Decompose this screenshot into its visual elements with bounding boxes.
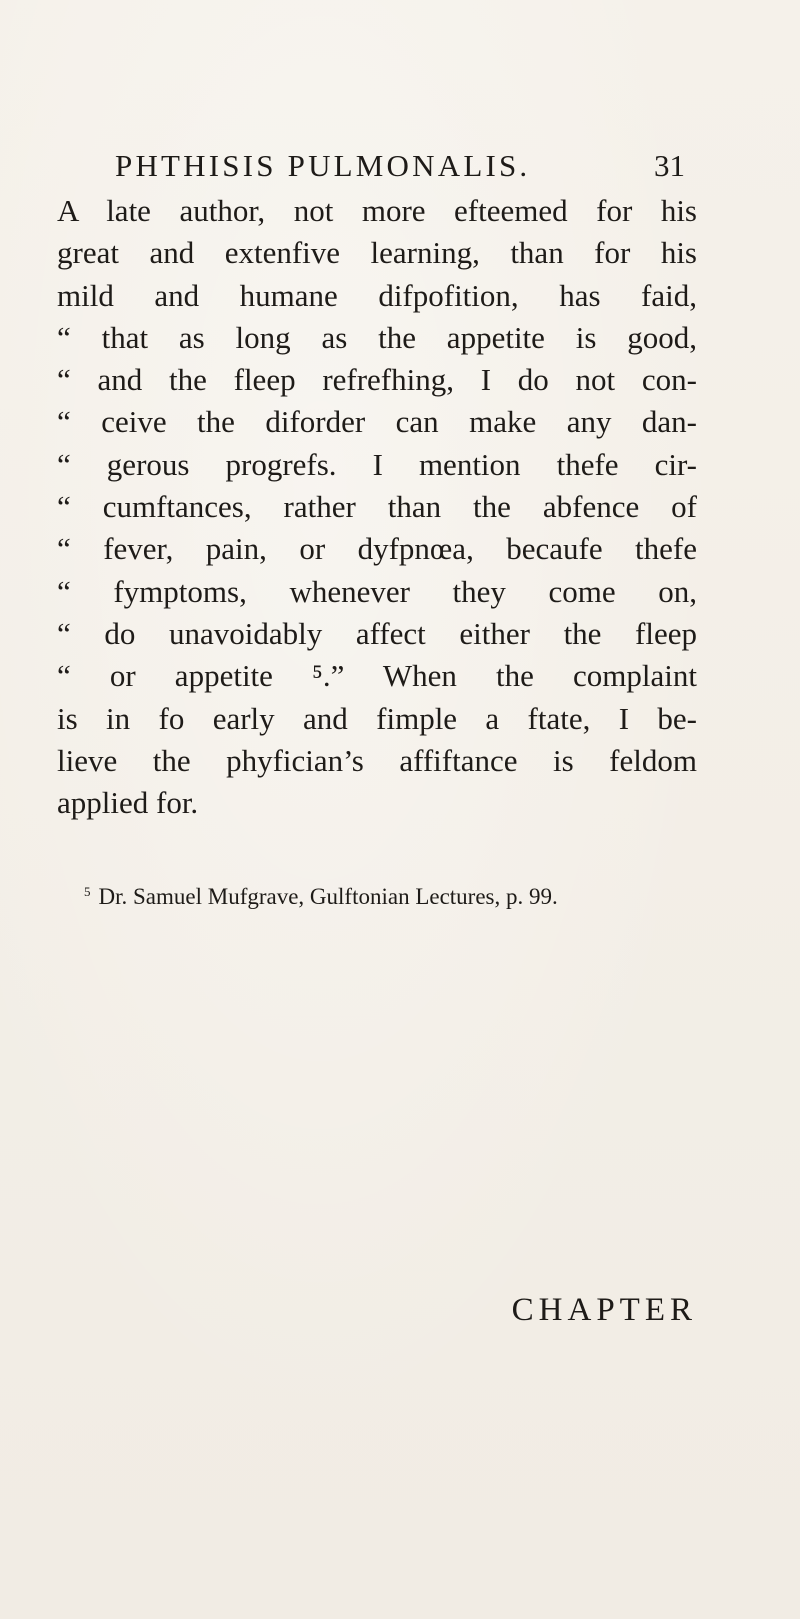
text-line: “ gerous progrefs. I mention thefe cir- [57,446,697,482]
text-line: “ cumftances, rather than the abfence of [57,489,697,525]
text-line: “ that as long as the appetite is good, [57,319,697,355]
text-line: “ or appetite ⁵.” When the complaint [57,658,697,694]
text-line: “ do unavoidably affect either the fleep [57,615,697,651]
text-line: “ fymptoms, whenever they come on, [57,573,697,609]
footnote-text: Dr. Samuel Mufgrave, Gulftonian Lectures, p. 99. [98,884,558,909]
text-line: is in fo early and fimple a ftate, I be- [57,700,697,736]
body-paragraph [57,190,697,824]
page-number: 31 [654,148,685,183]
footnote-marker: 5 [84,884,91,899]
text-line: applied for. [57,785,199,821]
text-line: A late author, not more efteemed for his [57,193,697,228]
catchword: CHAPTER [511,1292,697,1328]
footnote [84,877,704,912]
text-line: “ ceive the diforder can make any dan- [57,404,697,440]
text-line: “ fever, pain, or dyfpnœa, becaufe thefe [57,531,697,567]
running-head [115,144,685,188]
text-line: lieve the phyfician’s affiftance is feldom [57,742,697,778]
text-line: mild and humane difpofition, has faid, [57,277,697,313]
text-line: “ and the fleep refrefhing, I do not con- [57,362,697,398]
text-line: great and extenfive learning, than for his [57,235,697,271]
running-title: PHTHISIS PULMONALIS. [115,148,531,183]
